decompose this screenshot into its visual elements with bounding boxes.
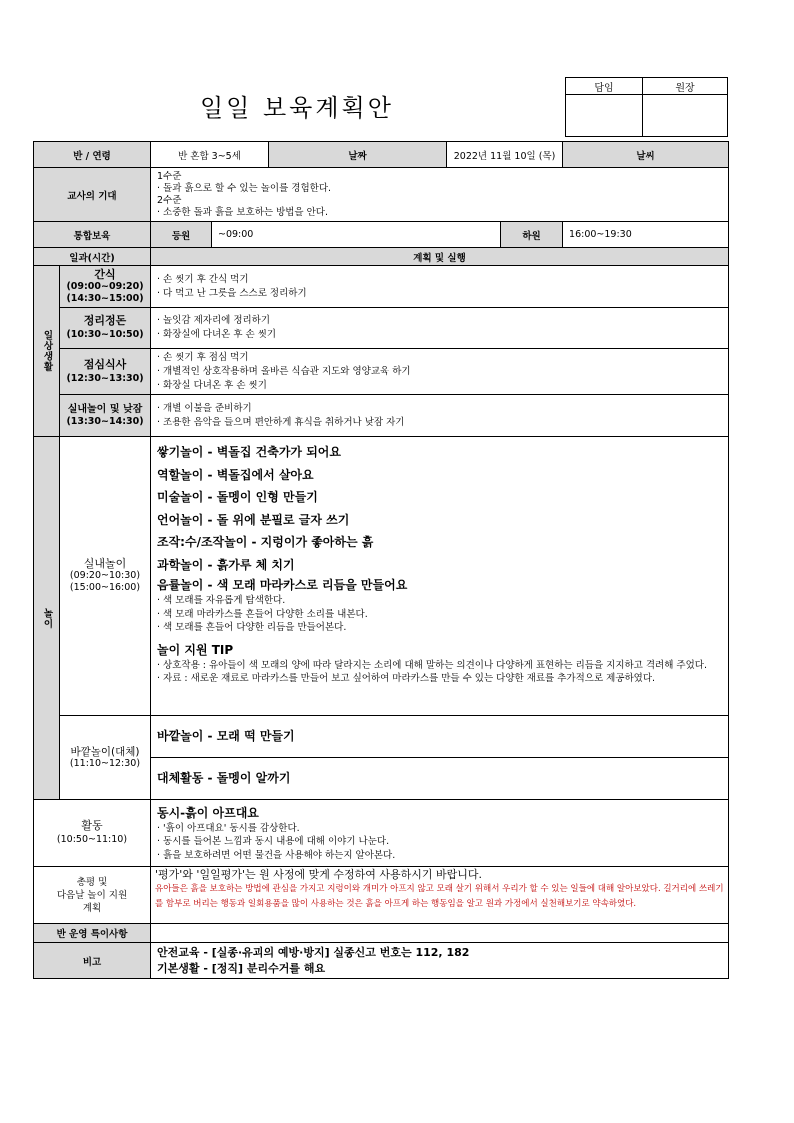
outdoor-time-cell [60, 716, 151, 800]
special-label: 반 운영 특이사항 [34, 924, 151, 943]
indoor-plan [151, 437, 729, 716]
expectation-content [151, 168, 729, 222]
nap-time-cell [60, 395, 151, 437]
schedule-time-head: 일과(시간) [34, 248, 151, 266]
play-item: 조작:수/조작놀이 - 지렁이가 좋아하는 흙 [157, 535, 374, 549]
approval-teacher-sign[interactable] [566, 95, 643, 137]
evaluation-label-line: 계획 [82, 902, 102, 914]
routine-time: (09:20~10:30) [69, 570, 141, 581]
remarks-label: 비고 [34, 943, 151, 979]
schedule-plan-head: 계획 및 실행 [151, 248, 729, 266]
expectation-label: 교사의 기대 [34, 168, 151, 222]
plan-line: · 조용한 음악을 들으며 편안하게 휴식을 취하거나 낮잠 자기 [157, 416, 405, 428]
activity-title: 동시-흙이 아프대요 [157, 805, 259, 820]
expectation-line: · 돌과 흙으로 할 수 있는 놀이를 경험한다. [157, 182, 332, 194]
music-line: · 색 모래를 흔들어 다양한 리듬을 만들어본다. [157, 622, 347, 633]
activity-plan [151, 800, 729, 867]
daily-plan-table [33, 141, 729, 979]
expectation-line: · 소중한 돌과 흙을 보호하는 방법을 안다. [157, 206, 328, 218]
plan-line: · 놀잇감 제자리에 정리하기 [157, 315, 271, 326]
alternative-plan [151, 758, 729, 800]
evaluation-label [34, 867, 151, 924]
activity-time-cell [34, 800, 151, 867]
routine-time: (11:10~12:30) [69, 757, 141, 769]
activity-line: · 동시를 들어본 느낌과 동시 내용에 대해 이야기 나눈다. [157, 836, 390, 848]
plan-line: · 손 씻기 후 간식 먹기 [157, 273, 249, 285]
leave-label: 하원 [501, 222, 563, 248]
leave-value[interactable]: 16:00~19:30 [563, 222, 729, 248]
play-item: 역할놀이 - 벽돌집에서 살아요 [157, 467, 314, 482]
approval-director-label: 원장 [643, 78, 728, 95]
evaluation-label-line: 다음날 놀이 지원 [56, 889, 128, 901]
approval-teacher-label: 담임 [566, 78, 643, 95]
daily-life-label: 일상생활 [34, 266, 60, 437]
remarks-line: 기본생활 - [정직] 분리수거를 해요 [157, 961, 326, 975]
remarks-content [151, 943, 729, 979]
routine-name: 실내놀이 [83, 557, 127, 570]
plan-line: · 화장실에 다녀온 후 손 씻기 [157, 329, 277, 340]
evaluation-label-line: 총평 및 [76, 876, 108, 888]
tip-line: · 자료 : 새로운 재료로 마라카스를 만들어 보고 싶어하여 마라카스를 만들 수 있는 다양한 재료를 추가적으로 제공하였다. [157, 673, 656, 684]
play-item: 대체활동 - 돌멩이 알까기 [157, 771, 291, 786]
routine-time: (13:30~14:30) [66, 415, 144, 427]
play-item: 바깥놀이 - 모래 떡 만들기 [157, 729, 295, 744]
play-item: 언어놀이 - 돌 위에 분필로 글자 쓰기 [157, 512, 350, 527]
cleanup-plan [151, 308, 729, 349]
activity-line: · '흙이 아프대요' 동시를 감상한다. [157, 822, 300, 834]
lunch-plan [151, 349, 729, 395]
tip-title: 놀이 지원 TIP [157, 642, 234, 657]
plan-line: · 화장실 다녀온 후 손 씻기 [157, 379, 267, 391]
activity-line: · 흙을 보호하려면 어떤 물건을 사용해야 하는지 알아본다. [157, 849, 396, 861]
approval-director-sign[interactable] [643, 95, 728, 137]
date-label-cell: 날짜 [269, 142, 447, 168]
routine-time: (09:00~09:20) [66, 280, 144, 292]
integrated-label: 통합보육 [34, 222, 151, 248]
arrive-value[interactable]: ~09:00 [212, 222, 501, 248]
evaluation-content[interactable] [151, 867, 729, 924]
play-item: 미술놀이 - 돌멩이 인형 만들기 [157, 490, 318, 504]
play-item: 음률놀이 - 색 모래 마라카스로 리듬을 만들어요 [157, 578, 408, 592]
routine-name: 바깥놀이(대체) [70, 745, 140, 758]
routine-time: (15:00~16:00) [69, 582, 141, 593]
evaluation-text: 유아들은 흙을 보호하는 방법에 관심을 가지고 지렁이와 개미가 아프지 않고 모래 살기 위해서 우리가 할 수 있는 일들에 대해 알아보았다. 길거리에 쓰레기를 함부로 버리는 행동과 일회용품을 많이 사용하는 것은 흙을 아프게 하는 행동임을 알고 원과 가정에서 실천해보기로 약속하였다. [155, 884, 724, 909]
date-value[interactable]: 2022년 11월 10일 (목) [447, 142, 563, 168]
play-item: 쌓기놀이 - 벽돌집 건축가가 되어요 [157, 445, 341, 459]
approval-table [565, 77, 728, 137]
outdoor-plan [151, 716, 729, 758]
expectation-line: 2수준 [157, 194, 182, 206]
snack-time-cell [60, 266, 151, 308]
snack-plan [151, 266, 729, 308]
routine-name: 활동 [81, 819, 103, 832]
evaluation-notice: '평가'와 '일일평가'는 원 사정에 맞게 수정하여 사용하시기 바랍니다. [155, 868, 482, 881]
cleanup-time-cell [60, 308, 151, 349]
play-label: 놀이 [34, 437, 60, 800]
arrive-label: 등원 [151, 222, 212, 248]
indoor-time-cell [60, 437, 151, 716]
lunch-time-cell [60, 349, 151, 395]
routine-name: 실내놀이 및 낮잠 [67, 403, 143, 415]
plan-line: · 개별 이불을 준비하기 [157, 402, 252, 414]
routine-time: (10:30~10:50) [66, 329, 144, 340]
nap-plan [151, 395, 729, 437]
tip-line: · 상호작용 : 유아들이 색 모래의 양에 따라 달라지는 소리에 대해 말하는 의견이나 다양하게 표현하는 리듬을 지지하고 격려해 주었다. [157, 659, 707, 671]
expectation-line: 1수준 [157, 170, 182, 182]
routine-name: 간식 [94, 267, 116, 281]
remarks-line: 안전교육 - [실종·유괴의 예방·방지] 실종신고 번호는 112, 182 [157, 945, 470, 959]
special-value[interactable] [151, 924, 729, 943]
music-line: · 색 모래 마라카스를 흔들어 다양한 소리를 내본다. [157, 608, 368, 620]
play-item: 과학놀이 - 흙가루 체 치기 [157, 557, 295, 572]
class-label: 반 / 연령 [34, 142, 151, 168]
routine-time: (12:30~13:30) [66, 372, 144, 384]
routine-name: 점심식사 [83, 357, 127, 371]
music-line: · 색 모래를 자유롭게 탐색한다. [157, 595, 286, 606]
plan-line: · 손 씻기 후 점심 먹기 [157, 351, 249, 363]
routine-time: (10:50~11:10) [56, 834, 128, 845]
routine-time: (14:30~15:00) [66, 292, 144, 304]
page-title: 일일 보육계획안 [200, 94, 394, 122]
weather-label: 날씨 [563, 142, 729, 168]
plan-line: · 다 먹고 난 그릇을 스스로 정리하기 [157, 287, 307, 299]
plan-line: · 개별적인 상호작용하며 올바른 식습관 지도와 영양교육 하기 [157, 365, 411, 377]
routine-name: 정리정돈 [83, 314, 127, 327]
class-value[interactable]: 반 혼합 3~5세 [151, 142, 269, 168]
